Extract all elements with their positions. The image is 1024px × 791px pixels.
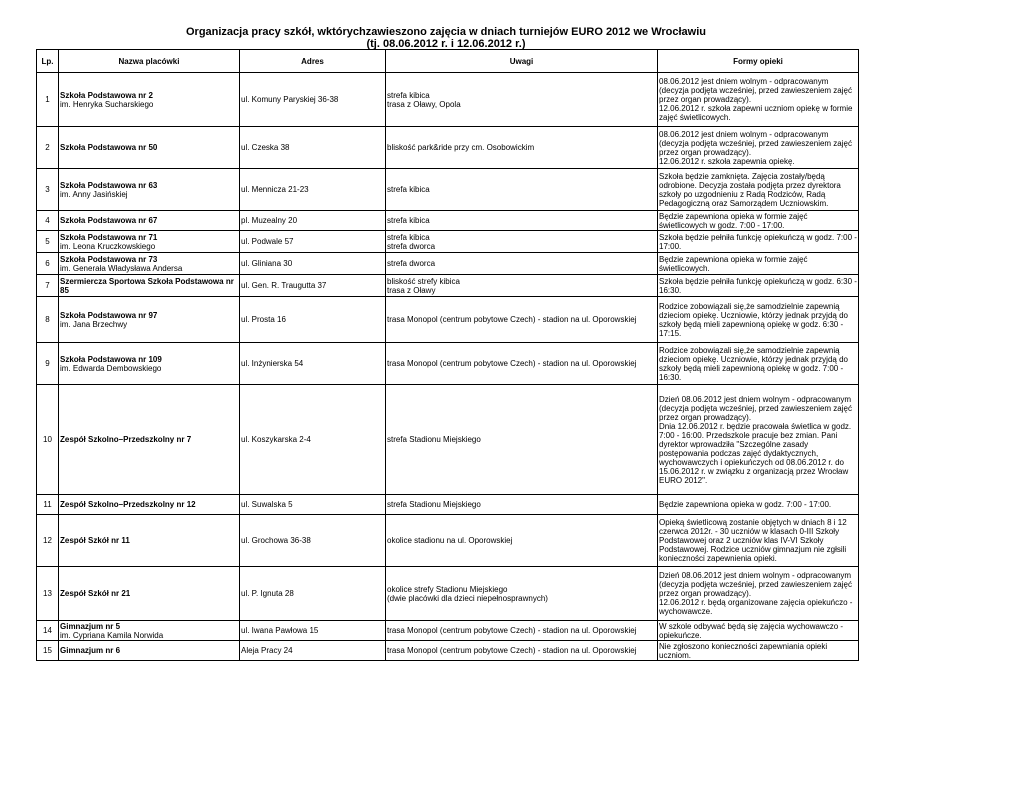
cell-lp — [37, 343, 59, 385]
school-name: Szkoła Podstawowa nr 50 — [60, 143, 158, 152]
cell-notes — [386, 495, 658, 515]
care-form: Nie zgłoszono konieczności zapewniania opieki uczniom. — [659, 641, 828, 660]
care-form: Będzie zapewniona opieka w formie zajęć świetlicowych w godz. 7:00 - 17:00. — [659, 211, 808, 230]
header-lp: Lp. — [37, 50, 59, 73]
school-notes: strefa dworca — [387, 259, 436, 268]
row-number: 15 — [43, 646, 52, 655]
cell-name — [59, 515, 240, 567]
school-name: Szkoła Podstawowa nr 2 — [60, 90, 153, 100]
school-address: ul. Gen. R. Traugutta 37 — [241, 281, 327, 290]
cell-notes — [386, 73, 658, 127]
care-form: Rodzice zobowiązali się,że samodzielnie zapewnią dzieciom opiekę. Uczniowie, którzy jednak przyjdą do szkoły będą mieli zapewnioną opiekę w godz. 6:30 - 17:15. — [659, 301, 848, 338]
cell-name — [59, 253, 240, 275]
care-form: Dzień 08.06.2012 jest dniem wolnym - odpracowanym (decyzja podjęta wcześniej, przed zawieszeniem zajęć przez organ prowadzący). Dnia 12.06.2012 r. będzie pracowała świetlica w godz. 7:00 - 16:00. Przedszkole pracuje bez zmian. Pani dyrektor wprowadziła "Szczególne zasady postępowania podczas zajęć dydaktycznych, wychowawczych i opiekuńczych od 08.06.2012 r. do 15.06.2012 r. w związku z organizacją przez Wrocław EURO 2012". — [659, 394, 852, 485]
school-notes: strefa Stadionu Miejskiego — [387, 500, 481, 509]
row-number: 14 — [43, 626, 52, 635]
cell-care — [658, 641, 859, 661]
school-patron: im. Generała Władysława Andersa — [60, 263, 183, 273]
cell-name — [59, 621, 240, 641]
cell-care — [658, 385, 859, 495]
cell-name — [59, 385, 240, 495]
table-row — [37, 73, 859, 127]
header-name: Nazwa placówki — [59, 50, 240, 73]
school-notes: trasa Monopol (centrum pobytowe Czech) - stadion na ul. Oporowskiej — [387, 646, 637, 655]
header-address: Adres — [240, 50, 386, 73]
care-form: Będzie zapewniona opieka w godz. 7:00 - 17:00. — [659, 500, 832, 509]
cell-notes — [386, 231, 658, 253]
cell-notes — [386, 253, 658, 275]
school-name: Szkoła Podstawowa nr 63 — [60, 180, 158, 190]
school-patron: im. Henryka Sucharskiego — [60, 99, 154, 109]
cell-address — [240, 253, 386, 275]
school-patron: im. Jana Brzechwy — [60, 319, 128, 329]
school-notes: trasa Monopol (centrum pobytowe Czech) - stadion na ul. Oporowskiej — [387, 626, 637, 635]
cell-name — [59, 231, 240, 253]
cell-notes — [386, 343, 658, 385]
row-number: 13 — [43, 589, 52, 598]
cell-care — [658, 253, 859, 275]
cell-lp — [37, 641, 59, 661]
school-name: Zespół Szkół nr 21 — [60, 589, 131, 598]
school-name: Szkoła Podstawowa nr 109 — [60, 354, 162, 364]
row-number: 1 — [45, 95, 50, 104]
cell-lp — [37, 231, 59, 253]
row-number: 11 — [43, 500, 52, 509]
row-number: 8 — [45, 315, 50, 324]
table-row — [37, 385, 859, 495]
school-name: Szermiercza Sportowa Szkoła Podstawowa nr 85 — [60, 276, 234, 295]
row-number: 9 — [45, 359, 50, 368]
table-row — [37, 253, 859, 275]
care-form: Szkoła będzie zamknięta. Zajęcia zostały/będą odrobione. Decyzja została podjęta przez dyrektora szkoły po uzgodnieniu z Radą Rodziców, Radą Pedagogiczną oraz Samorządem Uczniowskim. — [659, 171, 841, 208]
row-number: 7 — [45, 281, 50, 290]
care-form: Rodzice zobowiązali się,że samodzielnie zapewnią dzieciom opiekę. Uczniowie, którzy jednak przyjdą do szkoły będą mieli zapewnioną opiekę w godz. 7:00 - 16:30. — [659, 345, 848, 382]
cell-name — [59, 343, 240, 385]
school-name: Zespół Szkolno–Przedszkolny nr 7 — [60, 435, 192, 444]
document-title — [0, 26, 892, 50]
school-patron: im. Leona Kruczkowskiego — [60, 241, 156, 251]
table-body — [37, 73, 859, 661]
cell-lp — [37, 169, 59, 211]
cell-notes — [386, 127, 658, 169]
school-notes: strefa kibica trasa z Oławy, Opola — [387, 90, 461, 109]
cell-lp — [37, 127, 59, 169]
school-notes: okolice stadionu na ul. Oporowskiej — [387, 536, 513, 545]
school-name: Gimnazjum nr 6 — [60, 646, 121, 655]
cell-notes — [386, 169, 658, 211]
title-line-1: Organizacja pracy szkół, wktórychzawieszono zajęcia w dniach turniejów EURO 2012 we Wrocławiu — [185, 26, 707, 38]
cell-care — [658, 567, 859, 621]
table-row — [37, 127, 859, 169]
cell-notes — [386, 385, 658, 495]
title-line-2: (tj. 08.06.2012 r. i 12.06.2012 r.) — [366, 38, 526, 50]
row-number: 10 — [43, 435, 52, 444]
school-address: pl. Muzealny 20 — [241, 216, 298, 225]
cell-address — [240, 211, 386, 231]
cell-lp — [37, 495, 59, 515]
school-address: ul. Komuny Paryskiej 36-38 — [241, 95, 339, 104]
school-name: Szkoła Podstawowa nr 67 — [60, 216, 158, 225]
table-row — [37, 621, 859, 641]
cell-care — [658, 127, 859, 169]
school-address: ul. Suwalska 5 — [241, 500, 293, 509]
cell-address — [240, 621, 386, 641]
care-form: W szkole odbywać będą się zajęcia wychowawczo - opiekuńcze. — [659, 621, 844, 640]
cell-lp — [37, 385, 59, 495]
cell-name — [59, 211, 240, 231]
cell-address — [240, 73, 386, 127]
cell-name — [59, 275, 240, 297]
table-header-row — [37, 50, 859, 73]
school-name: Zespół Szkolno–Przedszkolny nr 12 — [60, 500, 196, 509]
schools-table — [36, 49, 859, 661]
cell-care — [658, 231, 859, 253]
care-form: Będzie zapewniona opieka w formie zajęć świetlicowych. — [659, 254, 808, 273]
school-address: ul. Grochowa 36-38 — [241, 536, 311, 545]
school-address: ul. Podwale 57 — [241, 237, 294, 246]
school-address: Aleja Pracy 24 — [241, 646, 293, 655]
school-address: ul. Iwana Pawłowa 15 — [241, 626, 319, 635]
table-row — [37, 231, 859, 253]
school-notes: bliskość park&ride przy cm. Osobowickim — [387, 143, 535, 152]
table-row — [37, 169, 859, 211]
school-address: ul. Inżynierska 54 — [241, 359, 304, 368]
cell-care — [658, 515, 859, 567]
cell-lp — [37, 275, 59, 297]
school-notes: okolice strefy Stadionu Miejskiego (dwie placówki dla dzieci niepełnosprawnych) — [387, 584, 548, 603]
school-patron: im. Edwarda Dembowskiego — [60, 363, 162, 373]
row-number: 12 — [43, 536, 52, 545]
school-name: Zespół Szkół nr 11 — [60, 536, 130, 545]
header-care: Formy opieki — [658, 50, 859, 73]
school-notes: trasa Monopol (centrum pobytowe Czech) - stadion na ul. Oporowskiej — [387, 359, 637, 368]
care-form: Opieką świetlicową zostanie objętych w dniach 8 i 12 czerwca 2012r. - 30 uczniów w klasach 0-III Szkoły Podstawowej oraz 2 uczniów klas IV-VI Szkoły Podstawowej. Rodzice uczniów gimnazjum nie zgłsili konieczności zapewnienia opieki. — [659, 518, 847, 563]
row-number: 5 — [45, 237, 50, 246]
table-row — [37, 343, 859, 385]
school-name: Gimnazjum nr 5 — [60, 621, 121, 631]
cell-address — [240, 297, 386, 343]
care-form: Szkoła będzie pełniła funkcję opiekuńczą w godz. 7:00 - 17:00. — [659, 232, 857, 251]
school-address: ul. Prosta 16 — [241, 315, 286, 324]
cell-lp — [37, 253, 59, 275]
cell-name — [59, 73, 240, 127]
school-address: ul. Gliniana 30 — [241, 259, 293, 268]
school-address: ul. Koszykarska 2-4 — [241, 435, 311, 444]
school-address: ul. Czeska 38 — [241, 143, 290, 152]
cell-address — [240, 231, 386, 253]
table-row — [37, 495, 859, 515]
cell-notes — [386, 641, 658, 661]
cell-notes — [386, 275, 658, 297]
school-patron: im. Anny Jasińskiej — [60, 189, 128, 199]
table-row — [37, 297, 859, 343]
care-form: 08.06.2012 jest dniem wolnym - odpracowanym (decyzja podjęta wcześniej, przed zawieszeniem zajęć przez organ prowadzący). 12.06.2012 r. szkoła zapewni uczniom opiekę w formie zajęć świetlicowych. — [659, 77, 853, 122]
cell-address — [240, 495, 386, 515]
cell-address — [240, 385, 386, 495]
row-number: 6 — [45, 259, 50, 268]
cell-address — [240, 515, 386, 567]
school-patron: im. Cypriana Kamila Norwida — [60, 630, 164, 640]
cell-address — [240, 567, 386, 621]
cell-lp — [37, 73, 59, 127]
cell-name — [59, 297, 240, 343]
cell-care — [658, 73, 859, 127]
cell-care — [658, 211, 859, 231]
cell-care — [658, 495, 859, 515]
cell-address — [240, 127, 386, 169]
table-row — [37, 567, 859, 621]
cell-notes — [386, 211, 658, 231]
school-notes: trasa Monopol (centrum pobytowe Czech) - stadion na ul. Oporowskiej — [387, 315, 637, 324]
school-name: Szkoła Podstawowa nr 97 — [60, 310, 158, 320]
cell-care — [658, 297, 859, 343]
school-notes: strefa kibica strefa dworca — [387, 232, 436, 251]
cell-lp — [37, 211, 59, 231]
school-notes: strefa Stadionu Miejskiego — [387, 435, 481, 444]
care-form: Dzień 08.06.2012 jest dniem wolnym - odpracowanym (decyzja podjęta wcześniej, przed zawieszeniem zajęć przez organ prowadzący). 12.06.2012 r. będą organizowane zajęcia opiekuńczo - wychowawcze. — [659, 571, 853, 616]
row-number: 3 — [45, 185, 50, 194]
school-notes: strefa kibica — [387, 216, 430, 225]
school-name: Szkoła Podstawowa nr 73 — [60, 254, 158, 264]
cell-notes — [386, 621, 658, 641]
cell-care — [658, 169, 859, 211]
cell-address — [240, 275, 386, 297]
table-row — [37, 211, 859, 231]
cell-notes — [386, 567, 658, 621]
table-row — [37, 641, 859, 661]
cell-address — [240, 343, 386, 385]
row-number: 4 — [45, 216, 50, 225]
school-address: ul. Mennicza 21-23 — [241, 185, 309, 194]
cell-care — [658, 621, 859, 641]
cell-name — [59, 567, 240, 621]
cell-lp — [37, 297, 59, 343]
school-name: Szkoła Podstawowa nr 71 — [60, 232, 158, 242]
cell-care — [658, 275, 859, 297]
cell-care — [658, 343, 859, 385]
cell-lp — [37, 567, 59, 621]
cell-notes — [386, 515, 658, 567]
cell-address — [240, 641, 386, 661]
cell-lp — [37, 621, 59, 641]
table-row — [37, 515, 859, 567]
header-notes: Uwagi — [386, 50, 658, 73]
cell-name — [59, 127, 240, 169]
cell-name — [59, 641, 240, 661]
school-notes: strefa kibica — [387, 185, 430, 194]
row-number: 2 — [45, 143, 50, 152]
table-row — [37, 275, 859, 297]
cell-name — [59, 495, 240, 515]
cell-notes — [386, 297, 658, 343]
cell-lp — [37, 515, 59, 567]
care-form: Szkoła będzie pełniła funkcję opiekuńczą w godz. 6:30 - 16:30. — [659, 276, 857, 295]
school-notes: bliskość strefy kibica trasa z Oławy — [387, 276, 460, 295]
school-address: ul. P. Ignuta 28 — [241, 589, 294, 598]
cell-name — [59, 169, 240, 211]
care-form: 08.06.2012 jest dniem wolnym - odpracowanym (decyzja podjęta wcześniej, przed zawieszeniem zajęć przez organ prowadzący). 12.06.2012 r. szkoła zapewnia opiekę. — [659, 129, 852, 166]
cell-address — [240, 169, 386, 211]
